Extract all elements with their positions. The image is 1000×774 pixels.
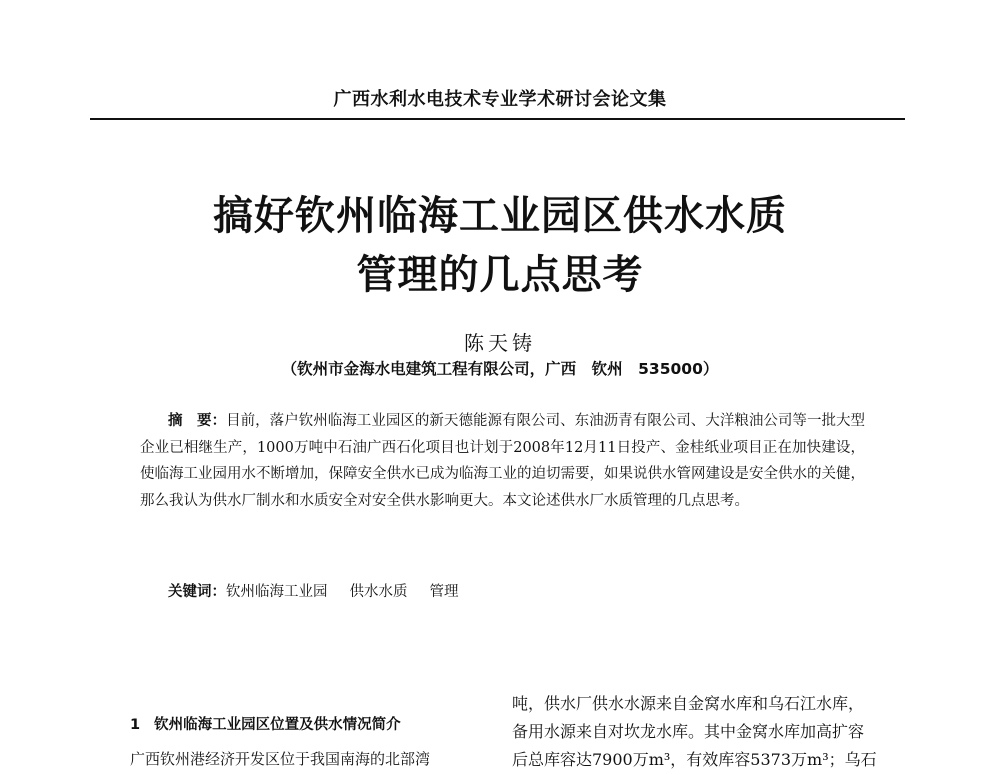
section-heading xyxy=(130,713,490,734)
keyword: 钦州临海工业园 xyxy=(226,584,328,600)
section-title: 钦州临海工业园区位置及供水情况简介 xyxy=(154,717,401,733)
body-line: 后总库容达7900万m³，有效库容5373万m³；乌石 xyxy=(512,750,877,769)
body-line: 备用水源来自对坎龙水库。其中金窝水库加高扩容 xyxy=(512,722,865,741)
keyword: 供水水质 xyxy=(349,584,408,600)
section-number: 1 xyxy=(130,717,141,733)
running-header: 广西水利水电技术专业学术研讨会论文集 xyxy=(333,89,667,110)
right-column-body xyxy=(512,690,907,774)
abstract xyxy=(140,408,865,514)
section-body-text: 广西钦州港经济开发区位于我国南海的北部湾 xyxy=(130,750,431,768)
keyword: 管理 xyxy=(429,584,459,600)
keywords-label: 关键词： xyxy=(168,584,226,600)
abstract-label: 摘 要： xyxy=(168,413,227,429)
author-name: 陈天铸 xyxy=(464,331,536,355)
paper-title-line-2: 管理的几点思考 xyxy=(356,251,644,298)
abstract-text: 目前，落户钦州临海工业园区的新天德能源有限公司、东油沥青有限公司、大洋粮油公司等一批大型企业已相继生产，1000万吨中石油广西石化项目也计划于2008年12月11日投产、金桂纸业项目正在加快建设，使临海工业园用水不断增加，保障安全供水已成为临海工业的迫切需要，如果说供水管网建设是安全供水的关健，那么我认为供水厂制水和水质安全对安全供水影响更大。本文论述供水厂水质管理的几点思考。 xyxy=(140,413,866,509)
paper-title-line-1: 搞好钦州临海工业园区供水水质 xyxy=(213,192,787,239)
author-affiliation: （钦州市金海水电建筑工程有限公司，广西 钦州 535000） xyxy=(281,360,719,378)
body-line: 吨，供水厂供水水源来自金窝水库和乌石江水库， xyxy=(512,694,865,713)
header-rule xyxy=(90,118,905,120)
keywords xyxy=(168,580,868,601)
